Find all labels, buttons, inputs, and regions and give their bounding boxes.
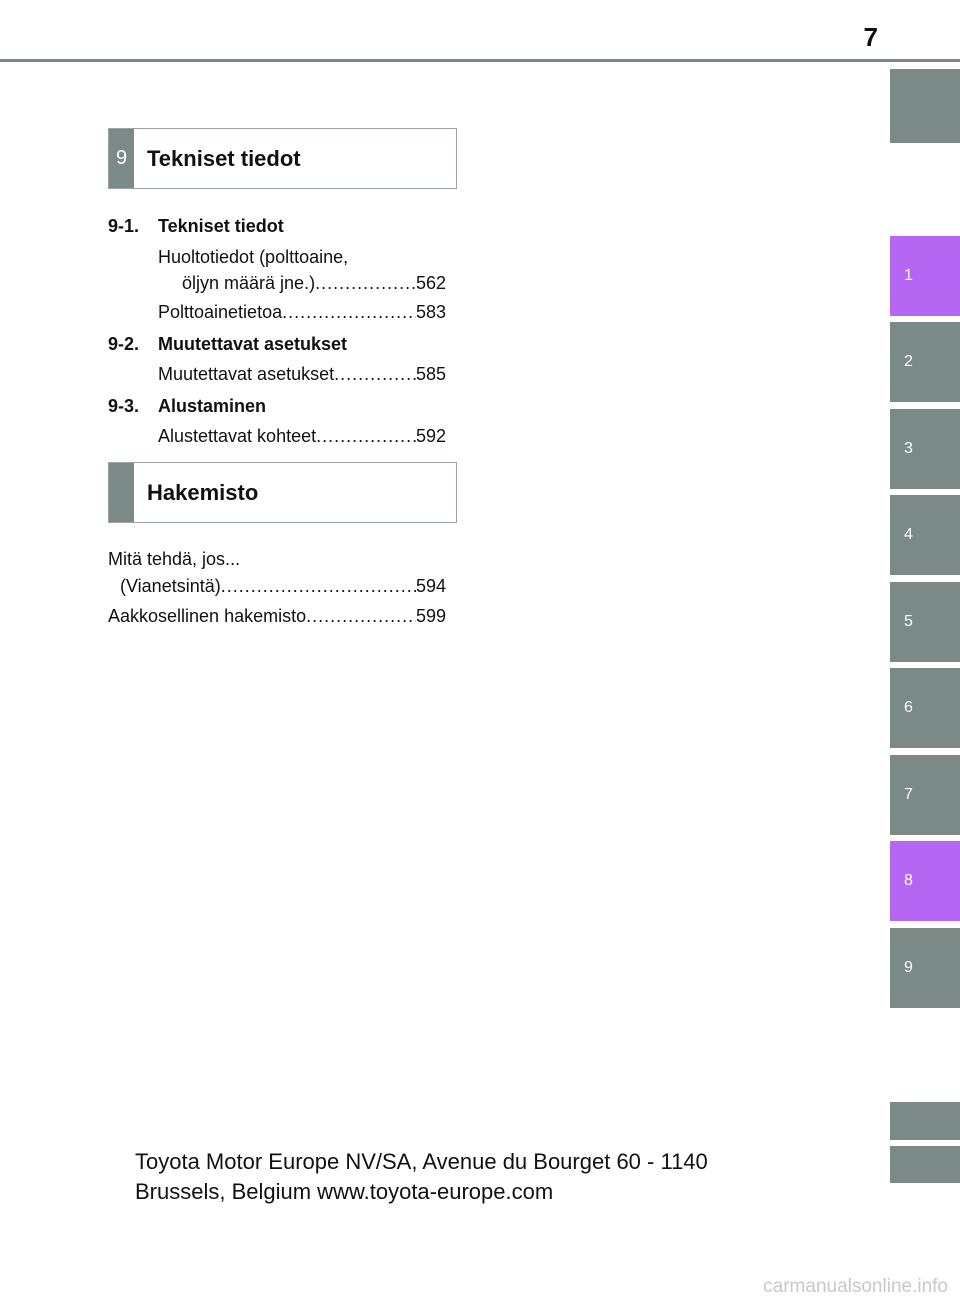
watermark: carmanualsonline.info xyxy=(763,1276,948,1297)
side-tab-7[interactable]: 7 xyxy=(890,755,960,835)
leader-dots xyxy=(316,423,416,449)
toc-entry-aakkosellinen-hakemisto[interactable]: Aakkosellinen hakemisto ..... 599 xyxy=(108,603,446,629)
chapter-heading-9-1[interactable]: 9-1. Tekniset tiedot xyxy=(108,216,284,236)
toc-entry-muutettavat-asetukset[interactable]: Muutettavat asetukset ..... 585 xyxy=(158,361,446,387)
section-header-hakemisto xyxy=(108,462,457,523)
toc-entry-huoltotiedot[interactable]: öljyn määrä jne.) ..... 562 xyxy=(182,270,446,296)
leader-dots xyxy=(334,361,416,387)
side-tab-5[interactable]: 5 xyxy=(890,582,960,662)
leader-dots xyxy=(282,299,416,325)
side-tab-blank-bottom-1[interactable] xyxy=(890,1102,960,1140)
page-number: 7 xyxy=(863,22,878,52)
top-rule xyxy=(0,59,960,62)
side-tab-3[interactable]: 3 xyxy=(890,409,960,489)
side-tab-4[interactable]: 4 xyxy=(890,495,960,575)
section-title: Hakemisto xyxy=(147,479,259,505)
publisher-address-line2: Brussels, Belgium www.toyota-europe.com xyxy=(135,1179,554,1204)
section-number-badge: 9 xyxy=(109,129,134,188)
section-number-badge xyxy=(109,463,134,522)
publisher-address-line1: Toyota Motor Europe NV/SA, Avenue du Bourget 60 - 1140 xyxy=(135,1149,708,1174)
side-tab-9[interactable]: 9 xyxy=(890,928,960,1008)
side-tab-8[interactable]: 8 xyxy=(890,841,960,921)
chapter-heading-9-3[interactable]: 9-3. Alustaminen xyxy=(108,396,267,416)
section-header-tekniset-tiedot xyxy=(108,128,457,189)
leader-dots xyxy=(306,603,416,629)
side-tab-blank-bottom-2[interactable] xyxy=(890,1146,960,1183)
chapter-heading-9-2[interactable]: 9-2. Muutettavat asetukset xyxy=(108,334,348,354)
section-title: Tekniset tiedot xyxy=(147,145,301,171)
publisher-address xyxy=(135,1147,708,1207)
side-tab-blank-top[interactable] xyxy=(890,69,960,143)
side-tab-6[interactable]: 6 xyxy=(890,668,960,748)
side-tab-2[interactable]: 2 xyxy=(890,322,960,402)
toc-entry-alustettavat-kohteet[interactable]: Alustettavat kohteet ..... 592 xyxy=(158,423,446,449)
side-tab-1[interactable]: 1 xyxy=(890,236,960,316)
toc-entry-polttoainetietoa[interactable]: Polttoainetietoa ..... 583 xyxy=(158,299,446,325)
leader-dots xyxy=(315,270,416,296)
toc-entry-vianetsinta[interactable]: (Vianetsintä) ..... 594 xyxy=(120,573,446,599)
toc-entry-line1: Mitä tehdä, jos... xyxy=(108,549,241,569)
toc-entry-line1: Huoltotiedot (polttoaine, xyxy=(158,247,349,267)
leader-dots xyxy=(221,573,416,599)
